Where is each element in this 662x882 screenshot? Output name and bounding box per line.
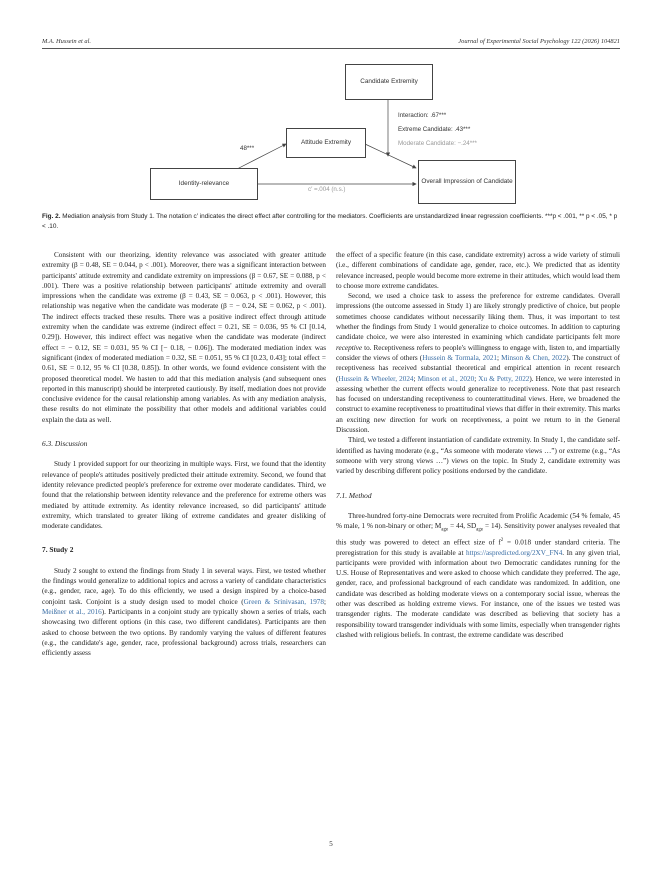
citation-link[interactable]: Hussein & Wheeler, 2024 — [338, 374, 414, 383]
citation-link[interactable]: Minson & Chen, 2022 — [501, 353, 567, 362]
header-rule — [42, 48, 620, 49]
citation-link[interactable]: Meißner et al., 2016 — [42, 607, 102, 616]
caption-label: Fig. 2. — [42, 213, 61, 220]
running-header-authors: M.A. Hussein et al. — [42, 38, 91, 45]
section-heading-study2: 7. Study 2 — [42, 545, 74, 555]
caption-text: Mediation analysis from Study 1. The notation c′ indicates the direct effect after controlling for the mediators. Coefficients are unstandardized linear regression coefficients. ***p < .001, ** p < .05, * p < .10. — [42, 213, 618, 230]
citation-link[interactable]: Hussein & Tormala, 2021 — [422, 353, 498, 362]
preregistration-link[interactable]: https://aspredicted.org/2XV_FN4 — [466, 548, 563, 557]
section-heading-discussion: 6.3. Discussion — [42, 439, 88, 449]
box-identity-relevance: Identity-relevance — [150, 168, 258, 200]
page-number: 5 — [329, 840, 333, 848]
paragraph: Three-hundred forty-nine Democrats were recruited from Prolific Academic (54 % female, 45 % male, 1 % non-binary or other; $M_{age} = 44$, $SD_{age} = 14$). Sensitivity power analyses revealed that this study was powered to detect an effect size of $f^2 = 0.018$ under standard criteria. The preregistration for this study is available at https://aspredicted.org/2XV_FN4. In any given trial, participants were provided with information about two Democratic candidates running for the U.S. House of Representatives and were asked to choose which candidate they preferred. The age, gender, race, and professional background of each candidate was randomized. In addition, one candidate was described as holding moderate views on a contemporary social issue, whereas the other was described as holding extreme views. For instance, one of the issues we tested was transgender rights. The moderate candidate was described as believing that society has a responsibility toward transgender individuals with some limits, especially when transgender rights clashed with religious beliefs. In contrast, the extreme candidate was described — [336, 511, 621, 639]
box-candidate-extremity: Candidate Extremity — [345, 64, 433, 100]
citation-link[interactable]: Minson et al., 2020 — [417, 374, 475, 383]
paragraph: the effect of a specific feature (in this case, candidate extremity) across a wide variety of stimuli (i.e., different combinations of candidate age, gender, race, etc.). We predicted that as identity relevance increased, people would become more extreme in their attitudes, which would lead them to choose more extreme candidates. — [336, 251, 620, 290]
running-header-journal: Journal of Experimental Social Psychology 122 (2026) 104821 — [458, 38, 620, 45]
paragraph: Study 2 sought to extend the findings from Study 1 in several ways. First, we tested whether the findings would generalize to additional topics and across a variety of candidate characteristics (e.g., gender, race, age). To do this efficiently, we used a design inspired by a choice-based conjoint task. Conjoint is a study design used to model choice (Green & Srinivasan, 1978; Meißner et al., 2016). Participants in a conjoint study are typically shown a series of trials, each showcasing two different options (in this case, two different candidates). Participants are then asked to choose between the two options. By randomly varying the values of different features (e.g., the candidate's age, gender, race, professional background) across trials, researchers can efficiently assess — [42, 566, 326, 658]
label-moderate-candidate: Moderate Candidate: −.24*** — [398, 140, 477, 147]
paragraph: Study 1 provided support for our theorizing in multiple ways. First, we found that the identity relevance of people's attitudes positively predicted their attitude extremity. Second, we found that identity relevance predicted people's preference for extreme over moderate candidates. Third, we found that the relationship between identity relevance and the preference for extreme others was mediated by attitude extremity. As identity relevance increased, so did participants' attitude extremity, which translated to greater liking of extreme candidates and greater disliking of moderate candidates. — [42, 460, 326, 531]
label-direct-effect: c′ =.004 (n.s.) — [308, 186, 346, 193]
paragraph: Third, we tested a different instantiation of candidate extremity. In Study 1, the candidate self-identified as having moderate (e.g., “As someone with moderate views …”) or extreme (e.g., “As someone with very strong views …”) views on the topic. In Study 2, candidate extremity was varied by describing different policy positions endorsed by the candidate. — [336, 436, 620, 476]
box-attitude-extremity: Attitude Extremity — [286, 128, 366, 158]
mediation-figure — [140, 60, 520, 210]
label-interaction: Interaction: .67*** — [398, 112, 447, 119]
box-overall-impression: Overall Impression of Candidate — [418, 160, 516, 204]
section-heading-method: 7.1. Method — [336, 490, 372, 500]
citation-link[interactable]: Green & Srinivasan, 1978 — [243, 597, 324, 606]
paragraph: Consistent with our theorizing, identity relevance was associated with greater attitude extremity (β = 0.48, SE = 0.044, p < .001). Moreover, there was a significant interaction between participants' attitude extremity and candidate extremity on impressions (β = 0.67, SE = 0.088, p < .001). There was a positive relationship between participants' attitude extremity and overall impressions when the candidate was extreme (β = 0.43, SE = 0.063, p < .001). However, this relationship was negative when the candidate was moderate (β = − 0.24, SE = 0.062, p < .001). The indirect effects tracked these results. There was a positive indirect effect through attitude extremity when the candidate was extreme (indirect effect = 0.21, SE = 0.036, 95 % CI [0.14, 0.29]). However, this indirect effect was negative when the candidate was moderate (indirect effect = − 0.12, SE = 0.031, 95 % CI [− 0.18, − 0.06]). The moderated mediation index was significant (index of moderated mediation = 0.32, SE = 0.051, 95 % CI [0.23, 0.43]; total effect = 0.61, SE = 0.12, 95 % CI [0.38, 0.85]). In other words, we found evidence consistent with the proposed theoretical model. We hasten to add that this mediation analysis (and subsequent ones reported in this manuscript) should be interpreted cautiously. By itself, mediation does not provide conclusive evidence for the causal relationship among variables. As with any mediation analysis, these results do not eliminate the possibility that other models and additional variables could explain the data as well. — [42, 251, 326, 424]
arrow-b-path — [365, 144, 416, 168]
label-extreme-candidate: Extreme Candidate: .43*** — [398, 126, 471, 133]
label-a-path: 48*** — [240, 145, 255, 152]
right-column — [336, 250, 620, 640]
paragraph: Second, we used a choice task to assess the preference for extreme candidates. Overall impressions (the outcome assessed in Study 1) are likely strongly predictive of choice, but people sometimes choose candidates without necessarily liking them. Thus, it was important to test whether the findings from Study 1 would generalize to choice outcomes. In addition to capturing candidate choice, we were also interested in examining which candidate participants felt more receptive to. Receptiveness refers to people's willingness to engage with, listen to, and impartially consider the views of others (Hussein & Tormala, 2021; Minson & Chen, 2022). The construct of receptiveness has received substantial theoretical and empirical attention in recent research (Hussein & Wheeler, 2024; Minson et al., 2020; Xu & Petty, 2022). Hence, we were interested in assessing whether the current effects would generalize to receptiveness. Note that past research has focused on understanding receptiveness to counterattitudinal views. Here, we broadened the construct to examine receptiveness to proattitudinal views that differ in their extremity. This marks an exciting new direction for work on receptiveness, a point we return to in the General Discussion. — [336, 292, 621, 435]
figure-caption — [42, 212, 620, 232]
left-column — [42, 250, 326, 658]
citation-link[interactable]: Xu & Petty, 2022 — [478, 374, 530, 383]
